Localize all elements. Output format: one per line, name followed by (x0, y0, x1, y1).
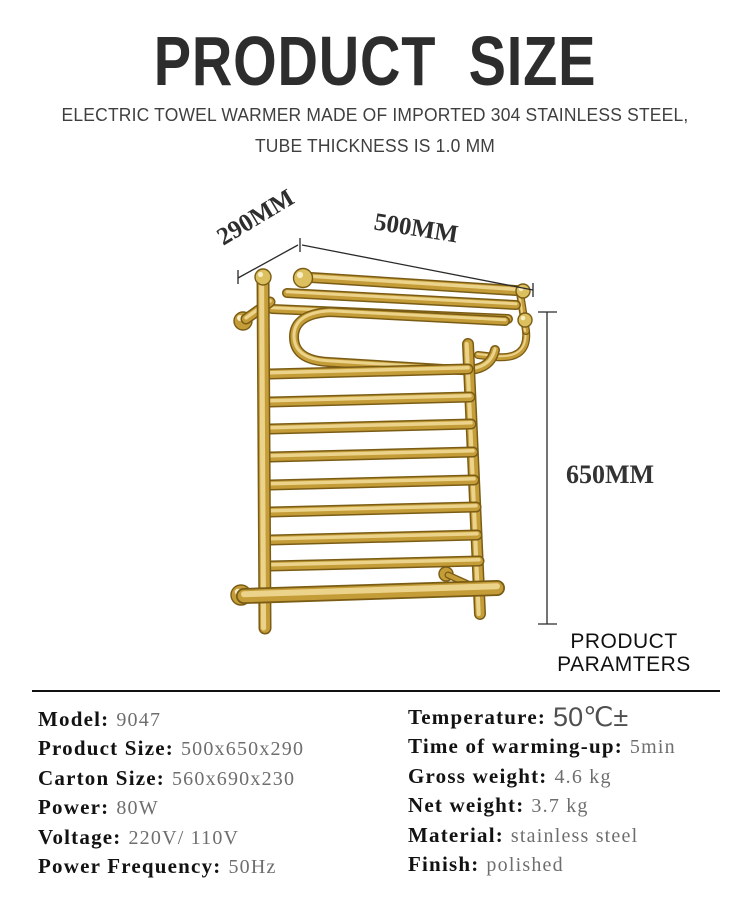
dimension-depth-label: 290MM (212, 184, 299, 251)
spec-row (408, 792, 676, 821)
spec-value: 560x690x230 (171, 767, 296, 790)
spec-label: Finish: (408, 852, 480, 877)
page-subtitle-line1: ELECTRIC TOWEL WARMER MADE OF IMPORTED 304 STAINLESS STEEL, (61, 105, 689, 125)
spec-row (408, 704, 676, 733)
dimension-width-label: 500MM (372, 208, 461, 249)
spec-row (38, 853, 304, 882)
spec-label: Power: (38, 795, 110, 820)
spec-row (38, 765, 304, 794)
spec-label: Gross weight: (408, 763, 548, 788)
spec-value: 4.6 kg (554, 765, 612, 788)
spec-value-temperature: 50℃± (553, 702, 629, 732)
spec-value: stainless steel (510, 824, 639, 847)
spec-label: Net weight: (408, 793, 525, 818)
spec-row (408, 851, 676, 880)
spec-row (38, 794, 304, 823)
spec-label: Time of warming-up: (408, 734, 623, 759)
spec-row (408, 822, 676, 851)
dimension-height-label: 650MM (566, 460, 655, 489)
spec-column-left (38, 706, 304, 882)
spec-value: 500x650x290 (180, 738, 305, 761)
rack-shelf (272, 276, 526, 370)
section-divider (32, 690, 720, 692)
spec-label: Power Frequency: (38, 854, 222, 879)
spec-value: 3.7 kg (531, 795, 589, 818)
page-subtitle-line2: TUBE THICKNESS IS 1.0 MM (254, 136, 496, 156)
spec-value: polished (486, 854, 564, 877)
spec-value: 5min (629, 736, 676, 759)
page-title: PRODUCT SIZE (153, 22, 597, 100)
spec-value: 50Hz (228, 856, 277, 879)
spec-value: 9047 (116, 709, 162, 731)
spec-row (38, 824, 304, 853)
spec-label: Voltage: (38, 824, 122, 849)
parameters-caption (548, 630, 700, 676)
spec-row (408, 733, 676, 762)
spec-label: Carton Size: (38, 765, 165, 790)
spec-row (38, 735, 304, 764)
parameters-caption-line2: PARAMTERS (557, 653, 691, 676)
spec-label: Material: (408, 822, 504, 847)
spec-value: 220V/ 110V (128, 826, 240, 849)
spec-row (38, 706, 304, 735)
parameters-caption-line1: PRODUCT (570, 630, 678, 653)
spec-label: Temperature: (408, 705, 547, 729)
spec-value: 80W (116, 797, 159, 820)
spec-row (408, 763, 676, 792)
spec-column-right (408, 704, 676, 880)
spec-label: Product Size: (38, 736, 174, 761)
spec-label: Model: (38, 707, 110, 731)
